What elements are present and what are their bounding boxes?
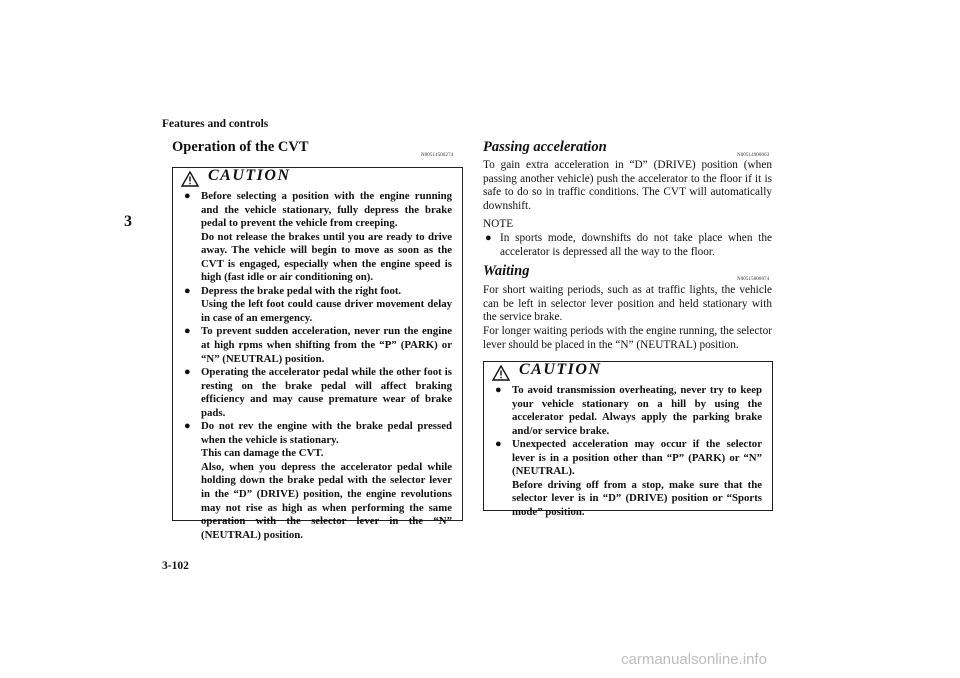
caution-header — [173, 168, 462, 190]
warning-triangle-icon — [181, 171, 199, 187]
section-code: N00515000074 — [737, 277, 770, 282]
note-label: NOTE — [483, 218, 514, 230]
caution-label: CAUTION — [208, 167, 291, 184]
section-code: N00514500274 — [421, 153, 454, 158]
caution-box-right — [483, 361, 773, 518]
section-code: N00514900063 — [737, 153, 770, 158]
caution-list — [484, 384, 772, 519]
waiting-body-2: For longer waiting periods with the engine running, the selector lever should be placed in the “N” (NEUTRAL) position. — [483, 325, 772, 351]
caution-item: ● To prevent sudden acceleration, never run the engine at high rpms when shifting from the “P” (PARK) or “N” (NEUTRAL) position. — [184, 325, 452, 365]
bullet-icon: ● — [485, 232, 492, 244]
waiting-body-1: For short waiting periods, such as at traffic lights, the vehicle can be left in selector lever position and held stationary with the service brake. — [483, 284, 772, 324]
section-title-passing: Passing acceleration — [483, 139, 607, 155]
caution-item: ● Before selecting a position with the engine running and the vehicle stationary, fully depress the brake pedal to prevent the vehicle from creeping. Do not release the brakes until you are ready to drive away. The vehicle will begin to move as soon as the CVT is engaged, especially when the engine speed is high (fast idle or air conditioning on). — [184, 190, 452, 284]
bullet-icon: ● — [184, 366, 191, 379]
caution-label: CAUTION — [519, 361, 602, 378]
caution-item: ● To avoid transmission overheating, never try to keep your vehicle stationary on a hill by using the accelerator pedal. Always apply the parking brake and/or service brake. — [495, 384, 762, 437]
bullet-icon: ● — [184, 284, 191, 297]
caution-item: ● Depress the brake pedal with the right foot. Using the left foot could cause driver movement delay in case of an emergency. — [184, 284, 452, 324]
section-title-waiting: Waiting — [483, 263, 530, 279]
page-number: 3-102 — [162, 560, 189, 572]
section-title-cvt: Operation of the CVT — [172, 139, 309, 155]
caution-item: ● Operating the accelerator pedal while the other foot is resting on the brake pedal will affect braking efficiency and may cause premature wear of brake pads. — [184, 366, 452, 419]
watermark: carmanualsonline.info — [621, 651, 767, 668]
caution-item: ● Unexpected acceleration may occur if the selector lever is in a position other than “P” (PARK) or “N” (NEUTRAL). Before driving off from a stop, make sure that the selector lever is in “D” (DRIVE) position or “Sports mode” position. — [495, 438, 762, 518]
caution-item: ● Do not rev the engine with the brake pedal pressed when the vehicle is stationary. This can damage the CVT. Also, when you depress the accelerator pedal while holding down the brake pedal with the selector lever in the “D” (DRIVE) position, the engine revolutions may not rise as high as when performing the same operation with the selector lever in the “N” (NEUTRAL) position. — [184, 420, 452, 541]
caution-list — [173, 190, 462, 542]
passing-body: To gain extra acceleration in “D” (DRIVE) position (when passing another vehicle) push the accelerator to the floor if it is safe to do so in traffic conditions. The CVT will automatically downshift. — [483, 159, 772, 212]
section-header: Features and controls — [162, 118, 269, 130]
warning-triangle-icon — [492, 365, 510, 381]
bullet-icon: ● — [495, 438, 502, 451]
bullet-icon: ● — [495, 384, 502, 396]
note-item: ● In sports mode, downshifts do not take place when the accelerator is depressed all the way to the floor. — [485, 232, 772, 258]
caution-header — [484, 362, 772, 384]
bullet-icon: ● — [184, 325, 191, 338]
chapter-number: 3 — [124, 213, 132, 230]
caution-box-left — [172, 167, 463, 541]
bullet-icon: ● — [184, 420, 191, 433]
bullet-icon: ● — [184, 190, 191, 202]
